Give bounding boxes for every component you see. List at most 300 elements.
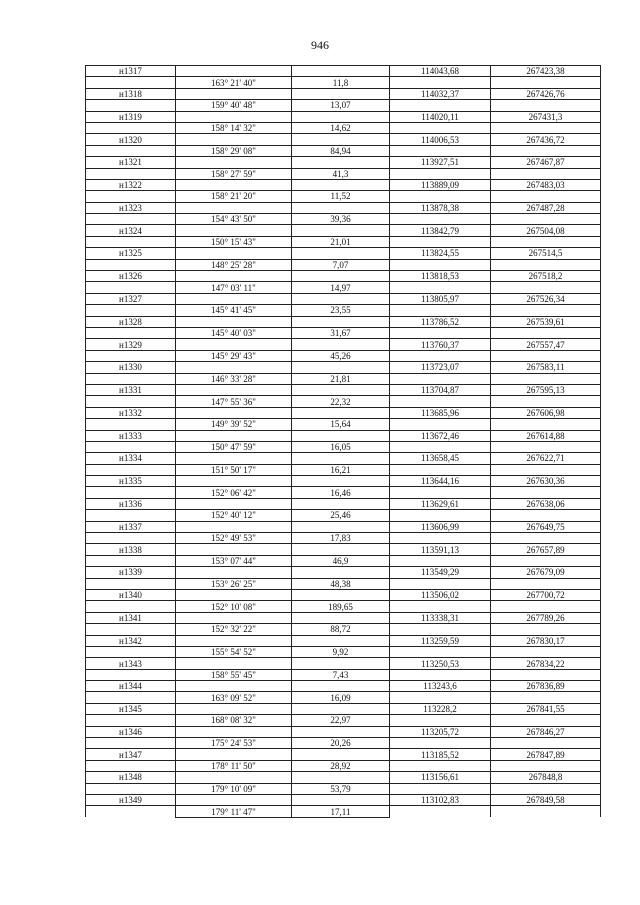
- y-coordinate-cell: 267504,08: [491, 225, 601, 236]
- empty-cell: [176, 430, 292, 441]
- empty-cell: [176, 111, 292, 122]
- empty-cell: [390, 305, 491, 316]
- x-coordinate-cell: 114043,68: [390, 66, 491, 77]
- point-name-cell: н1344: [86, 681, 176, 692]
- segment-row: [86, 77, 601, 88]
- direction-angle-cell: 152° 40' 12": [176, 510, 292, 521]
- empty-cell: [390, 533, 491, 544]
- empty-cell: [292, 544, 390, 555]
- empty-cell: [292, 157, 390, 168]
- direction-angle-cell: 145° 29' 43": [176, 350, 292, 361]
- empty-cell: [292, 134, 390, 145]
- distance-cell: 28,92: [292, 760, 390, 771]
- x-coordinate-cell: 113259,59: [390, 635, 491, 646]
- empty-cell: [176, 749, 292, 760]
- point-row: [86, 271, 601, 282]
- point-name-cell: н1347: [86, 749, 176, 760]
- point-row: [86, 589, 601, 600]
- distance-cell: 41,3: [292, 168, 390, 179]
- x-coordinate-cell: 113228,2: [390, 703, 491, 714]
- point-row: [86, 658, 601, 669]
- x-coordinate-cell: 113878,38: [390, 202, 491, 213]
- empty-cell: [86, 350, 176, 361]
- point-row: [86, 66, 601, 77]
- empty-cell: [176, 66, 292, 77]
- y-coordinate-cell: 267649,75: [491, 521, 601, 532]
- x-coordinate-cell: 113760,37: [390, 339, 491, 350]
- empty-cell: [491, 373, 601, 384]
- distance-cell: 16,09: [292, 692, 390, 703]
- y-coordinate-cell: 267638,06: [491, 498, 601, 509]
- x-coordinate-cell: 113250,53: [390, 658, 491, 669]
- point-name-cell: н1338: [86, 544, 176, 555]
- point-name-cell: н1348: [86, 772, 176, 783]
- direction-angle-cell: 179° 11' 47": [176, 806, 292, 817]
- point-name-cell: н1333: [86, 430, 176, 441]
- empty-cell: [86, 715, 176, 726]
- point-row: [86, 134, 601, 145]
- point-name-cell: н1331: [86, 384, 176, 395]
- segment-row: [86, 282, 601, 293]
- direction-angle-cell: 158° 55' 45": [176, 669, 292, 680]
- distance-cell: 23,55: [292, 305, 390, 316]
- direction-angle-cell: 152° 32' 22": [176, 624, 292, 635]
- empty-cell: [390, 464, 491, 475]
- empty-cell: [491, 327, 601, 338]
- distance-cell: 21,01: [292, 236, 390, 247]
- empty-cell: [176, 635, 292, 646]
- y-coordinate-cell: 267583,11: [491, 362, 601, 373]
- empty-cell: [86, 510, 176, 521]
- direction-angle-cell: 152° 49' 53": [176, 533, 292, 544]
- direction-angle-cell: 163° 09' 52": [176, 692, 292, 703]
- distance-cell: 14,97: [292, 282, 390, 293]
- empty-cell: [292, 703, 390, 714]
- empty-cell: [491, 396, 601, 407]
- y-coordinate-cell: 267487,28: [491, 202, 601, 213]
- empty-cell: [176, 681, 292, 692]
- distance-cell: 53,79: [292, 783, 390, 794]
- y-coordinate-cell: 267526,34: [491, 293, 601, 304]
- point-row: [86, 430, 601, 441]
- direction-angle-cell: 159° 40' 48": [176, 100, 292, 111]
- empty-cell: [86, 122, 176, 133]
- point-row: [86, 88, 601, 99]
- x-coordinate-cell: 113685,96: [390, 407, 491, 418]
- empty-cell: [491, 214, 601, 225]
- empty-cell: [292, 498, 390, 509]
- empty-cell: [292, 589, 390, 600]
- point-row: [86, 293, 601, 304]
- empty-cell: [176, 498, 292, 509]
- segment-row: [86, 487, 601, 498]
- point-row: [86, 795, 601, 806]
- point-name-cell: н1330: [86, 362, 176, 373]
- point-row: [86, 362, 601, 373]
- point-name-cell: н1343: [86, 658, 176, 669]
- empty-cell: [292, 384, 390, 395]
- empty-cell: [292, 407, 390, 418]
- empty-cell: [176, 703, 292, 714]
- empty-cell: [292, 658, 390, 669]
- point-name-cell: н1349: [86, 795, 176, 806]
- point-row: [86, 384, 601, 395]
- distance-cell: 25,46: [292, 510, 390, 521]
- empty-cell: [390, 122, 491, 133]
- coordinates-table-body: [86, 66, 601, 818]
- empty-cell: [491, 578, 601, 589]
- empty-cell: [86, 145, 176, 156]
- direction-angle-cell: 145° 40' 03": [176, 327, 292, 338]
- point-row: [86, 772, 601, 783]
- y-coordinate-cell: 267483,03: [491, 179, 601, 190]
- segment-row: [86, 373, 601, 384]
- empty-cell: [86, 487, 176, 498]
- empty-cell: [491, 350, 601, 361]
- segment-row: [86, 441, 601, 452]
- y-coordinate-cell: 267426,76: [491, 88, 601, 99]
- segment-row: [86, 578, 601, 589]
- empty-cell: [86, 738, 176, 749]
- x-coordinate-cell: 113805,97: [390, 293, 491, 304]
- empty-cell: [491, 122, 601, 133]
- distance-cell: 20,26: [292, 738, 390, 749]
- y-coordinate-cell: 267789,26: [491, 612, 601, 623]
- empty-cell: [390, 624, 491, 635]
- direction-angle-cell: 149° 39' 52": [176, 419, 292, 430]
- direction-angle-cell: 155° 54' 52": [176, 646, 292, 657]
- x-coordinate-cell: 113591,13: [390, 544, 491, 555]
- x-coordinate-cell: 113156,61: [390, 772, 491, 783]
- distance-cell: 39,36: [292, 214, 390, 225]
- empty-cell: [86, 168, 176, 179]
- distance-cell: 11,8: [292, 77, 390, 88]
- point-name-cell: н1319: [86, 111, 176, 122]
- distance-cell: 21,81: [292, 373, 390, 384]
- empty-cell: [390, 646, 491, 657]
- empty-cell: [491, 464, 601, 475]
- distance-cell: 22,32: [292, 396, 390, 407]
- segment-row: [86, 624, 601, 635]
- empty-cell: [390, 510, 491, 521]
- empty-cell: [176, 88, 292, 99]
- empty-cell: [390, 760, 491, 771]
- empty-cell: [390, 350, 491, 361]
- empty-cell: [176, 567, 292, 578]
- empty-cell: [292, 726, 390, 737]
- empty-cell: [86, 669, 176, 680]
- empty-cell: [390, 168, 491, 179]
- point-row: [86, 681, 601, 692]
- empty-cell: [86, 760, 176, 771]
- segment-row: [86, 669, 601, 680]
- y-coordinate-cell: 267657,89: [491, 544, 601, 555]
- empty-cell: [86, 806, 176, 817]
- distance-cell: 17,83: [292, 533, 390, 544]
- empty-cell: [176, 521, 292, 532]
- empty-cell: [491, 191, 601, 202]
- point-row: [86, 111, 601, 122]
- empty-cell: [176, 293, 292, 304]
- point-name-cell: н1341: [86, 612, 176, 623]
- empty-cell: [86, 259, 176, 270]
- x-coordinate-cell: 113606,99: [390, 521, 491, 532]
- empty-cell: [176, 362, 292, 373]
- x-coordinate-cell: 113889,09: [390, 179, 491, 190]
- empty-cell: [390, 214, 491, 225]
- empty-cell: [86, 692, 176, 703]
- direction-angle-cell: 175° 24' 53": [176, 738, 292, 749]
- y-coordinate-cell: 267467,87: [491, 157, 601, 168]
- direction-angle-cell: 163° 21' 40": [176, 77, 292, 88]
- direction-angle-cell: 158° 29' 08": [176, 145, 292, 156]
- point-name-cell: н1337: [86, 521, 176, 532]
- point-row: [86, 749, 601, 760]
- empty-cell: [390, 419, 491, 430]
- empty-cell: [491, 533, 601, 544]
- point-name-cell: н1317: [86, 66, 176, 77]
- y-coordinate-cell: 267622,71: [491, 453, 601, 464]
- point-row: [86, 635, 601, 646]
- empty-cell: [491, 100, 601, 111]
- y-coordinate-cell: 267514,5: [491, 248, 601, 259]
- direction-angle-cell: 152° 10' 08": [176, 601, 292, 612]
- empty-cell: [390, 669, 491, 680]
- segment-row: [86, 327, 601, 338]
- point-name-cell: н1334: [86, 453, 176, 464]
- empty-cell: [491, 419, 601, 430]
- point-name-cell: н1340: [86, 589, 176, 600]
- point-row: [86, 248, 601, 259]
- segment-row: [86, 783, 601, 794]
- point-row: [86, 612, 601, 623]
- y-coordinate-cell: 267614,88: [491, 430, 601, 441]
- x-coordinate-cell: 113185,52: [390, 749, 491, 760]
- empty-cell: [491, 555, 601, 566]
- direction-angle-cell: 154° 43' 50": [176, 214, 292, 225]
- empty-cell: [292, 430, 390, 441]
- empty-cell: [292, 476, 390, 487]
- empty-cell: [86, 555, 176, 566]
- y-coordinate-cell: 267841,55: [491, 703, 601, 714]
- empty-cell: [176, 134, 292, 145]
- y-coordinate-cell: 267847,89: [491, 749, 601, 760]
- direction-angle-cell: 153° 26' 25": [176, 578, 292, 589]
- empty-cell: [390, 806, 491, 817]
- point-name-cell: н1321: [86, 157, 176, 168]
- empty-cell: [491, 441, 601, 452]
- empty-cell: [176, 658, 292, 669]
- empty-cell: [390, 373, 491, 384]
- distance-cell: 11,52: [292, 191, 390, 202]
- segment-row: [86, 738, 601, 749]
- empty-cell: [292, 795, 390, 806]
- point-row: [86, 703, 601, 714]
- y-coordinate-cell: 267595,13: [491, 384, 601, 395]
- empty-cell: [390, 441, 491, 452]
- distance-cell: 16,46: [292, 487, 390, 498]
- distance-cell: 45,26: [292, 350, 390, 361]
- segment-row: [86, 145, 601, 156]
- empty-cell: [176, 795, 292, 806]
- x-coordinate-cell: 113672,46: [390, 430, 491, 441]
- direction-angle-cell: 158° 14' 32": [176, 122, 292, 133]
- distance-cell: 7,43: [292, 669, 390, 680]
- x-coordinate-cell: 113818,53: [390, 271, 491, 282]
- distance-cell: 15,64: [292, 419, 390, 430]
- y-coordinate-cell: 267830,17: [491, 635, 601, 646]
- point-name-cell: н1324: [86, 225, 176, 236]
- coordinates-table: [85, 65, 601, 818]
- x-coordinate-cell: 114020,11: [390, 111, 491, 122]
- empty-cell: [390, 77, 491, 88]
- empty-cell: [86, 214, 176, 225]
- segment-row: [86, 646, 601, 657]
- empty-cell: [176, 544, 292, 555]
- direction-angle-cell: 179° 10' 09": [176, 783, 292, 794]
- empty-cell: [390, 396, 491, 407]
- x-coordinate-cell: 113824,55: [390, 248, 491, 259]
- point-name-cell: н1335: [86, 476, 176, 487]
- point-name-cell: н1327: [86, 293, 176, 304]
- point-name-cell: н1342: [86, 635, 176, 646]
- point-name-cell: н1320: [86, 134, 176, 145]
- empty-cell: [176, 248, 292, 259]
- point-name-cell: н1332: [86, 407, 176, 418]
- empty-cell: [292, 271, 390, 282]
- direction-angle-cell: 146° 33' 28": [176, 373, 292, 384]
- empty-cell: [491, 715, 601, 726]
- empty-cell: [292, 612, 390, 623]
- x-coordinate-cell: 113243,6: [390, 681, 491, 692]
- x-coordinate-cell: 113102,83: [390, 795, 491, 806]
- empty-cell: [491, 305, 601, 316]
- x-coordinate-cell: 113629,61: [390, 498, 491, 509]
- segment-row: [86, 214, 601, 225]
- point-name-cell: н1323: [86, 202, 176, 213]
- point-row: [86, 225, 601, 236]
- empty-cell: [86, 441, 176, 452]
- empty-cell: [390, 578, 491, 589]
- x-coordinate-cell: 113205,72: [390, 726, 491, 737]
- segment-row: [86, 191, 601, 202]
- distance-cell: 88,72: [292, 624, 390, 635]
- segment-row: [86, 533, 601, 544]
- empty-cell: [390, 282, 491, 293]
- distance-cell: 7,07: [292, 259, 390, 270]
- y-coordinate-cell: 267679,09: [491, 567, 601, 578]
- empty-cell: [292, 635, 390, 646]
- segment-row: [86, 259, 601, 270]
- empty-cell: [390, 327, 491, 338]
- empty-cell: [86, 624, 176, 635]
- y-coordinate-cell: 267539,61: [491, 316, 601, 327]
- empty-cell: [491, 487, 601, 498]
- empty-cell: [292, 453, 390, 464]
- empty-cell: [176, 772, 292, 783]
- y-coordinate-cell: 267834,22: [491, 658, 601, 669]
- distance-cell: 84,94: [292, 145, 390, 156]
- x-coordinate-cell: 113338,31: [390, 612, 491, 623]
- direction-angle-cell: 178° 11' 50": [176, 760, 292, 771]
- empty-cell: [86, 327, 176, 338]
- segment-row: [86, 601, 601, 612]
- empty-cell: [390, 555, 491, 566]
- empty-cell: [292, 362, 390, 373]
- y-coordinate-cell: 267423,38: [491, 66, 601, 77]
- point-row: [86, 157, 601, 168]
- empty-cell: [292, 681, 390, 692]
- x-coordinate-cell: 114032,37: [390, 88, 491, 99]
- empty-cell: [491, 646, 601, 657]
- y-coordinate-cell: 267606,98: [491, 407, 601, 418]
- x-coordinate-cell: 113786,52: [390, 316, 491, 327]
- segment-row: [86, 464, 601, 475]
- empty-cell: [86, 533, 176, 544]
- y-coordinate-cell: 267557,47: [491, 339, 601, 350]
- page-number: 946: [311, 38, 329, 52]
- empty-cell: [390, 145, 491, 156]
- direction-angle-cell: 168° 08' 32": [176, 715, 292, 726]
- empty-cell: [86, 236, 176, 247]
- y-coordinate-cell: 267836,89: [491, 681, 601, 692]
- empty-cell: [292, 316, 390, 327]
- segment-row: [86, 510, 601, 521]
- empty-cell: [491, 601, 601, 612]
- empty-cell: [491, 783, 601, 794]
- empty-cell: [390, 783, 491, 794]
- empty-cell: [176, 453, 292, 464]
- distance-cell: 9,92: [292, 646, 390, 657]
- point-row: [86, 567, 601, 578]
- point-name-cell: н1346: [86, 726, 176, 737]
- y-coordinate-cell: 267848,8: [491, 772, 601, 783]
- empty-cell: [390, 738, 491, 749]
- y-coordinate-cell: 267436,72: [491, 134, 601, 145]
- empty-cell: [86, 373, 176, 384]
- segment-row: [86, 236, 601, 247]
- empty-cell: [390, 487, 491, 498]
- point-row: [86, 202, 601, 213]
- empty-cell: [491, 168, 601, 179]
- empty-cell: [86, 601, 176, 612]
- empty-cell: [292, 567, 390, 578]
- empty-cell: [292, 111, 390, 122]
- empty-cell: [86, 100, 176, 111]
- x-coordinate-cell: 113927,51: [390, 157, 491, 168]
- point-name-cell: н1345: [86, 703, 176, 714]
- empty-cell: [292, 772, 390, 783]
- empty-cell: [491, 259, 601, 270]
- empty-cell: [176, 339, 292, 350]
- x-coordinate-cell: 113704,87: [390, 384, 491, 395]
- segment-row: [86, 168, 601, 179]
- empty-cell: [390, 100, 491, 111]
- segment-row: [86, 715, 601, 726]
- empty-cell: [491, 145, 601, 156]
- empty-cell: [176, 157, 292, 168]
- point-name-cell: н1326: [86, 271, 176, 282]
- direction-angle-cell: 151° 50' 17": [176, 464, 292, 475]
- y-coordinate-cell: 267700,72: [491, 589, 601, 600]
- x-coordinate-cell: 113549,29: [390, 567, 491, 578]
- point-row: [86, 498, 601, 509]
- point-name-cell: н1328: [86, 316, 176, 327]
- empty-cell: [292, 248, 390, 259]
- point-name-cell: н1325: [86, 248, 176, 259]
- x-coordinate-cell: 113658,45: [390, 453, 491, 464]
- empty-cell: [390, 715, 491, 726]
